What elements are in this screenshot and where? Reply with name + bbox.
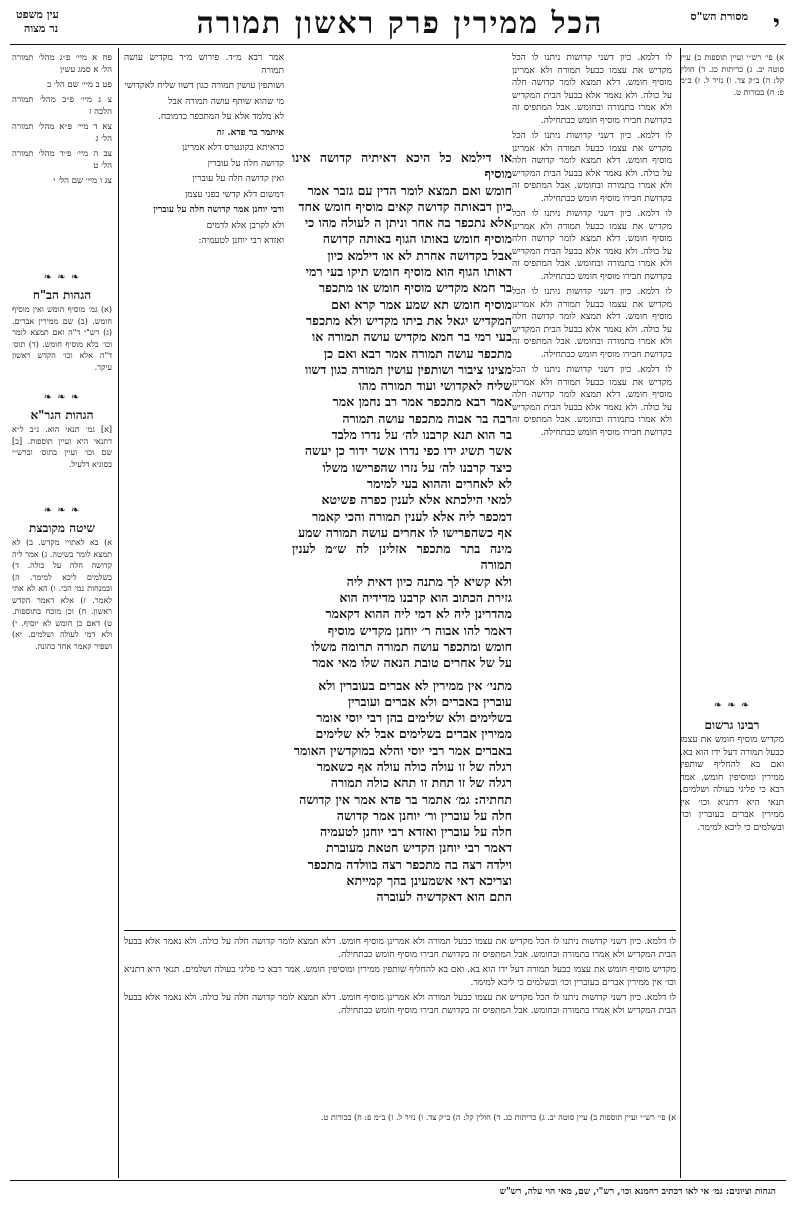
tosafot-column bbox=[512, 52, 672, 922]
gemara-line: מצינו ציבור ושותפין עושין תמורה כגון דשוו bbox=[305, 361, 512, 377]
rashi-line: כדאיתא בקונטרס דלא אמרינן bbox=[182, 143, 284, 153]
ornament-divider: ❧ ❧ ❧ bbox=[43, 505, 81, 516]
gemara-line: או דילמא כל היכא דאיתיה קדושה אינו מוסיף bbox=[292, 150, 512, 182]
page-number: י bbox=[773, 10, 780, 40]
gemara-line: ולא קשיא לך מתנה כיון דאית ליה bbox=[346, 573, 512, 589]
gemara-line: רבה בר אבוה מתכפר עושה תמורה bbox=[342, 410, 512, 426]
rashi-line: קדושה חלה על עוברין bbox=[207, 158, 284, 169]
mishnah-line: רגלה של זו תחת זו תהא כולה תמורה bbox=[330, 775, 512, 791]
mishnah-line: ממירין אברים בשלימים אבל לא שלימים bbox=[315, 726, 512, 742]
masoret-hashas-label: מסורת הש"ס bbox=[690, 10, 748, 23]
rashi-line: ואזדא רבי יוחנן לטעמיה: bbox=[198, 236, 284, 246]
mishnah-line: עוברין באברים ולא אברים ועוברין bbox=[347, 693, 512, 709]
tosafot-text: לו דלמא. כיון דשני קדושות ניתנו לו הכל מקדיש את עצמו כבעל תמורה ולא אמרינן מוסיף חומש. דלא תמצא לומר קדושה חלה על כולה. ולא נאמר אלא בבעל הבית המקדיש ולא אמרו בתמורה ובחומש. אבל המתפיס זה בקדושת חבירו מוסיף חומש כבתחילה. bbox=[512, 209, 672, 282]
lower-rule bbox=[124, 930, 676, 931]
gemara-line: לא לאחרים וההוא בעי למימר bbox=[366, 475, 512, 491]
shita-mekubetzet-block bbox=[12, 505, 112, 1170]
gemara-line: מהדרינן ליה לא דמי ליה ההוא דקאמר bbox=[325, 606, 512, 622]
rashi-line: דמשום דלא קדשי בפני עצמן bbox=[185, 189, 284, 200]
gemara-line: דאותו הגוף הוא מוסיף חומש תיקו בעי רמי bbox=[305, 264, 512, 280]
ornament-divider: ❧ ❧ ❧ bbox=[713, 700, 751, 711]
ein-mishpat-line: צג ו מיי׳ שם הל׳ י bbox=[53, 176, 112, 186]
mishnah-line: רגלה של זו עולה כולה עולה אף כשאמר bbox=[316, 758, 512, 774]
tosafot-text: לו דלמא. כיון דשני קדושות ניתנו לו הכל מקדיש את עצמו כבעל תמורה ולא אמרינן מוסיף חומש. דלא תמצא לומר קדושה חלה על כולה. ולא נאמר אלא בבעל הבית המקדיש ולא אמרו בתמורה ובחומש. אבל המתפיס זה בקדושת חבירו מוסיף חומש כבתחילה. bbox=[512, 365, 672, 438]
gemara-column bbox=[292, 150, 512, 920]
ein-mishpat-line: צ ג מיי׳ פ״ב מהל׳ תמורה הלכה ז bbox=[12, 95, 112, 117]
mishnah-line: חלה על עוברין ואזדא רבי יוחנן לטעמיה bbox=[319, 824, 512, 840]
gemara-line: כיצד קרבנו לה׳ על נזרו שהפרישו משלו bbox=[322, 459, 512, 475]
hagahot-habach-block bbox=[12, 272, 112, 382]
gemara-line: המקדיש יגאל את ביתו מקדיש ולא מתכפר bbox=[306, 312, 512, 328]
rashi-line: ושותפין עושין תמורה כגון דשוו שליח לאקדושי bbox=[124, 81, 284, 91]
tosafot-text: לו דלמא. כיון דשני קדושות ניתנו לו הכל מקדיש את עצמו כבעל תמורה ולא אמרינן מוסיף חומש. דלא תמצא לומר קדושה חלה על כולה. ולא נאמר אלא בבעל הבית המקדיש ולא אמרו בתמורה ובחומש. אבל המתפיס זה בקדושת חבירו מוסיף חומש כבתחילה. bbox=[512, 287, 672, 360]
gemara-line: חומש ואם תמצא לומר הדין עם גזבר אמר bbox=[307, 182, 512, 198]
ein-mishpat-line: צב ה מיי׳ פ״ד מהל׳ תמורה הל׳ ט bbox=[12, 149, 112, 171]
bottom-small-refs: א) פי׳ רש״י ועיין תוספות ב) עיין סוטה יב. ג) כריתות כג. ד) חולין קל: ה) ב״ק צד. ו) נזיר ל. ז) ב״מ פ: ח) בכורות ט. bbox=[680, 53, 784, 97]
gemara-line: בר חמא מקדיש מוסיף חומש או מתכפר bbox=[319, 280, 512, 296]
gemara-line: מתכפר עושה תמורה אמר רבא ואם כן bbox=[323, 345, 512, 361]
gemara-line: גזירת הכתוב הוא קרבנו מדידיה הוא bbox=[339, 590, 512, 606]
rashi-column bbox=[124, 52, 284, 922]
rabbenu-gershom-block bbox=[680, 700, 784, 1170]
rabbenu-gershom-text: מקדיש מוסיף חומש את עצמו כבעל תמורה דעל ידו הוא בא. ואם בא להחליף שותפין ממירין ומוסיפין חומש. אמר רבא כי פליגי בעולה ושלמים. תנאי היא דתניא וכו׳ אין ממירין אברים בעוברין וכו׳ ובשלמים כי ליכא למימר. bbox=[680, 735, 784, 833]
rashi-line: ורבי יוחנן אמר קדושה חלה על עוברין bbox=[153, 205, 284, 215]
mishnah-line: באברים אמר רבי יוסי והלא במוקדשין האומר bbox=[293, 742, 512, 758]
hagahot-habach-text: (א) גמ׳ מוסיף חומש ואין מוסיף חומש. (ב) שם ממירין אברים. (ג) רש"י ד"ה ואם תמצא לומר וכו׳ בלא מוסיף חומש. (ד) תוס׳ ד"ה אלא וכו׳ הקדש ראשון עיקר. bbox=[12, 305, 112, 372]
rashi-line: ואין קדושה חלה על עוברין bbox=[192, 174, 284, 184]
gemara-line: מוסיף חומש באותו הגוף באותה קדושה bbox=[322, 231, 512, 247]
gemara-line: דמכפר ליה אלא לענין תמורה והכי קאמר bbox=[312, 508, 512, 524]
gemara-line: מינה בתר מתכפר אזלינן לה ש״מ לענין תמורה bbox=[292, 541, 512, 573]
mishnah-line: מתני׳ אין ממירין לא אברים בעוברין ולא bbox=[318, 677, 512, 693]
tosafot-text: לו דלמא. כיון דשני קדושות ניתנו לו הכל מקדיש את עצמו כבעל תמורה ולא אמרינן מוסיף חומש. דלא תמצא לומר קדושה חלה על כולה. ולא נאמר אלא בבעל הבית המקדיש ולא אמרו בתמורה ובחומש. אבל המתפיס זה בקדושת חבירו מוסיף חומש כבתחילה. bbox=[512, 53, 672, 126]
mishnah-line: בשלימים ולא שלימים בהן רבי יוסי אומר bbox=[316, 710, 512, 726]
ein-mishpat-line: פט ב מיי׳ שם הל׳ ב bbox=[47, 80, 112, 90]
gemara-line: אף כשהפרישו לו אחרים עושה תמורה שמע bbox=[298, 524, 512, 540]
ein-mishpat-line: צא ד מיי׳ פ״א מהל׳ תמורה הל׳ ג bbox=[12, 122, 112, 144]
page-title: הכל ממירין פרק ראשון תמורה bbox=[196, 6, 604, 41]
mishnah-line: התם הוא דאקדשיה לעוברה bbox=[376, 889, 512, 905]
gemara-line: חומש ומתכפר עושה תמורה תרומה משלו bbox=[311, 638, 512, 654]
hagahot-habach-title: הגהות הב"ח bbox=[32, 287, 92, 302]
ner-mitzvah-label: נר מצוה bbox=[24, 22, 59, 35]
shita-mekubetzet-text: א) בא לאתויי מקדש. ב) לא תמצא לומר בשיטה. ג) אמר ליה קדושה חלה על כולה. ד) בשלמים ליכא למימר. ה) ובמנחות נמי הכי. ו) הא לא אתי לאמר. ז) אלא דאמר הקדש ראשון. ח) וכן מוכח בתוספות. ט) דאם כן חומש לא יוסיף. י) ולא דמי לעולה ושלמים. יא) ושפיר קאמר אחד כהונה. bbox=[12, 538, 112, 651]
tosafot-text: לו דלמא. כיון דשני קדושות ניתנו לו הכל מקדיש את עצמו כבעל תמורה ולא אמרינן מוסיף חומש. דלא תמצא לומר קדושה חלה על כולה. ולא נאמר אלא בבעל הבית המקדיש ולא אמרו בתמורה ובחומש. אבל המתפיס זה בקדושת חבירו מוסיף חומש כבתחילה. bbox=[512, 131, 672, 204]
footer-rule bbox=[10, 1180, 786, 1181]
shita-mekubetzet-title: שיטה מקובצת bbox=[29, 520, 95, 535]
ein-mishpat-line: פח א מיי׳ פ״ג מהל׳ תמורה הל׳ א סמג עשין bbox=[12, 53, 112, 75]
mishnah-line: דאמר רבי יוחנן הקדיש חטאת מעוברת bbox=[326, 840, 512, 856]
mishnah-line: וצריכא דאי אשמעינן בהך קמייתא bbox=[346, 873, 512, 889]
hagahot-hagra-text: [א] גמ׳ תנאי הוא. נ״ב ל״א דתנאי היא ועיין תוספות. [ב] שם וכו׳ ועיין בתוס׳ וברש״י בסוגיא דלעיל. bbox=[12, 425, 112, 469]
hagahot-vetziyunim: הגהות וציונים: גמ׳ אי לאו דכתיב רחמנא וכו׳, רש"י, שם, מאי הוי עלה, רש"ש bbox=[499, 1187, 776, 1197]
rashi-line: אמר רבא מ״ד. פירוש מ״ד מקדיש עושה תמורה bbox=[124, 53, 284, 76]
gemara-line: אשר תשיג ידו כפי נדרו אשר ידור כן יעשה bbox=[304, 443, 512, 459]
gemara-line: בעי רמי בר חמא מקדיש עושה תמורה או bbox=[312, 329, 512, 345]
rashi-line: לא מלמד אלא על המתכפר כדמוכח. bbox=[158, 112, 284, 122]
hagahot-hagra-block bbox=[12, 392, 112, 497]
bottom-commentary bbox=[124, 936, 676, 1106]
gemara-line: דאמר להו אבוה ר׳ יוחנן מקדיש מוסיף bbox=[327, 622, 512, 638]
rashi-line: ולא לקרבן אלא לדמים bbox=[206, 220, 284, 231]
ornament-divider: ❧ ❧ ❧ bbox=[43, 272, 81, 283]
ein-mishpat-block bbox=[12, 52, 112, 267]
header-rule bbox=[10, 44, 786, 45]
ein-mishpat-label: עין משפט bbox=[16, 8, 59, 21]
ornament-divider: ❧ ❧ ❧ bbox=[43, 392, 81, 403]
rabbenu-gershom-title: רבינו גרשום bbox=[704, 717, 760, 732]
rashi-line: איתמר בר פדא. זה bbox=[216, 127, 284, 138]
hagahot-hagra-title: הגהות הגר"א bbox=[30, 407, 94, 422]
gemara-line: אבל בקדושה אחרת לא או דילמא כיון bbox=[327, 247, 512, 263]
mishnah-line: תחתיה: גמ׳ אתמר בר פדא אמר אין קדושה bbox=[299, 791, 512, 807]
gemara-line: למאי הילכתא אלא לענין כפרה פשיטא bbox=[321, 492, 512, 508]
mishnah-line: חלה על עוברין ור׳ יוחנן אמר קדושה bbox=[336, 807, 512, 823]
tosafot-text: לו דלמא. כיון דשני קדושות ניתנו לו הכל מקדיש את עצמו כבעל תמורה ולא אמרינן מוסיף חומש. דלא תמצא לומר קדושה חלה על כולה. ולא נאמר אלא בבעל הבית המקדיש ולא אמרו בתמורה ובחומש. אבל המתפיס זה בקדושת חבירו מוסיף חומש כבתחילה. bbox=[124, 993, 676, 1016]
gemara-line: מוסיף חומש תא שמע אמר קרא ואם bbox=[331, 296, 512, 312]
gemara-line: בר הוא תנא קרבנו לה׳ על נדרו מלבד bbox=[331, 427, 512, 443]
gemara-line: שליח לאקדושי ועוד תמורה מהו bbox=[358, 378, 512, 394]
bottom-refs bbox=[124, 1112, 676, 1172]
gemara-line: אמר רבא מתכפר אמר רב נחמן אמר bbox=[332, 394, 512, 410]
rabbenu-gershom-text: מקדיש מוסיף חומש את עצמו כבעל תמורה דעל ידו הוא בא. ואם בא להחליף שותפין ממירין ומוסיפין חומש. אמר רבא כי פליגי בעולה ושלמים. תנאי היא דתניא וכו׳ אין ממירין אברים בעוברין וכו׳ ובשלמים כי ליכא למימר. bbox=[124, 965, 676, 988]
left-margin-rule bbox=[118, 48, 119, 1178]
gemara-line: כיון דבאותה קדושה קאים מוסיף חומש אחד bbox=[298, 198, 512, 214]
mishnah-line: וילדה רצה בה מתכפר רצה בוולדה מתכפר bbox=[307, 856, 512, 872]
tosafot-text: לו דלמא. כיון דשני קדושות ניתנו לו הכל מקדיש את עצמו כבעל תמורה ולא אמרינן מוסיף חומש. דלא תמצא לומר קדושה חלה על כולה. ולא נאמר אלא בבעל הבית המקדיש ולא אמרו בתמורה ובחומש. אבל המתפיס זה בקדושת חבירו מוסיף חומש כבתחילה. bbox=[124, 937, 676, 960]
bottom-small-refs: א) פי׳ רש״י ועיין תוספות ב) עיין סוטה יב. ג) כריתות כג. ד) חולין קל: ה) ב״ק צד. ו) נזיר ל. ז) ב״מ פ: ח) בכורות ט. bbox=[320, 1113, 676, 1122]
masoret-refs bbox=[680, 52, 784, 692]
gemara-line: אלא נתכפר בה אחר וניתן ה לעולה מהו כי bbox=[304, 215, 512, 231]
rashi-line: מי שהוא שותף עושה תמורה אבל bbox=[168, 96, 284, 107]
gemara-line: על של אחרים טובת הנאה שלו מאי אמר bbox=[312, 655, 512, 671]
